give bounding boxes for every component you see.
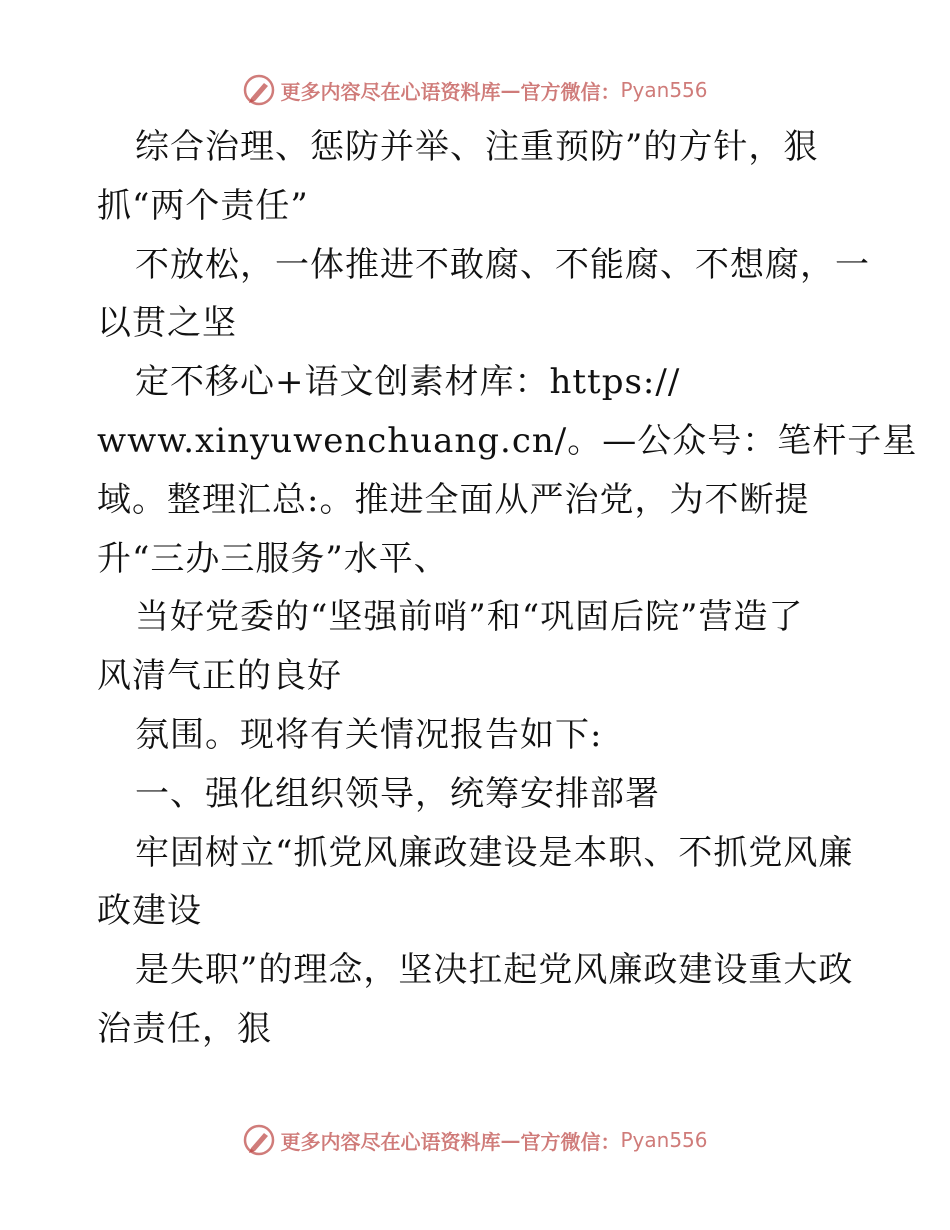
text-line: 牢固树立“抓党风廉政建设是本职、不抓党风廉	[135, 832, 854, 873]
section-heading: 一、强化组织领导，统筹安排部署	[135, 773, 660, 814]
watermark-site-text: 更多内容尽在心语资料库	[280, 79, 501, 104]
text-line: 不放松，一体推进不敢腐、不能腐、不想腐，一	[135, 244, 870, 285]
text-line: 当好党委的“坚强前哨”和“巩固后院”营造了	[135, 597, 804, 638]
watermark-wechat-label: 官方微信：	[520, 1129, 621, 1154]
footer-watermark	[0, 1120, 950, 1160]
text-line: 升“三办三服务”水平、	[97, 538, 449, 579]
pen-logo-icon	[242, 1123, 276, 1157]
header-watermark	[0, 70, 950, 110]
text-line: 定不移心+语文创素材库：https://	[135, 362, 681, 403]
text-line: www.xinyuwenchuang.cn/。—公众号：笔杆子星	[97, 420, 918, 461]
text-line: 抓“两个责任”	[97, 185, 309, 226]
text-line: 以贯之坚	[97, 303, 237, 344]
text-line: 氛围。现将有关情况报告如下:	[135, 714, 603, 755]
text-line: 治责任，狠	[97, 1008, 272, 1049]
pen-logo-icon	[242, 73, 276, 107]
watermark-wechat-id: Pyan556	[620, 78, 708, 102]
text-line: 风清气正的良好	[97, 656, 342, 697]
text-line: 政建设	[97, 891, 202, 932]
watermark-wechat-label: 官方微信：	[520, 79, 621, 104]
text-line: 域。整理汇总:。推进全面从严治党，为不断提	[97, 479, 810, 520]
text-line: 是失职”的理念，坚决扛起党风廉政建设重大政	[135, 950, 854, 991]
watermark-site-text: 更多内容尽在心语资料库	[280, 1129, 501, 1154]
text-line: 综合治理、惩防并举、注重预防”的方针，狠	[135, 127, 819, 167]
document-body	[97, 118, 918, 1059]
watermark-wechat-id: Pyan556	[620, 1128, 708, 1152]
watermark-dash: —	[500, 1128, 521, 1152]
watermark-dash: —	[500, 78, 521, 102]
